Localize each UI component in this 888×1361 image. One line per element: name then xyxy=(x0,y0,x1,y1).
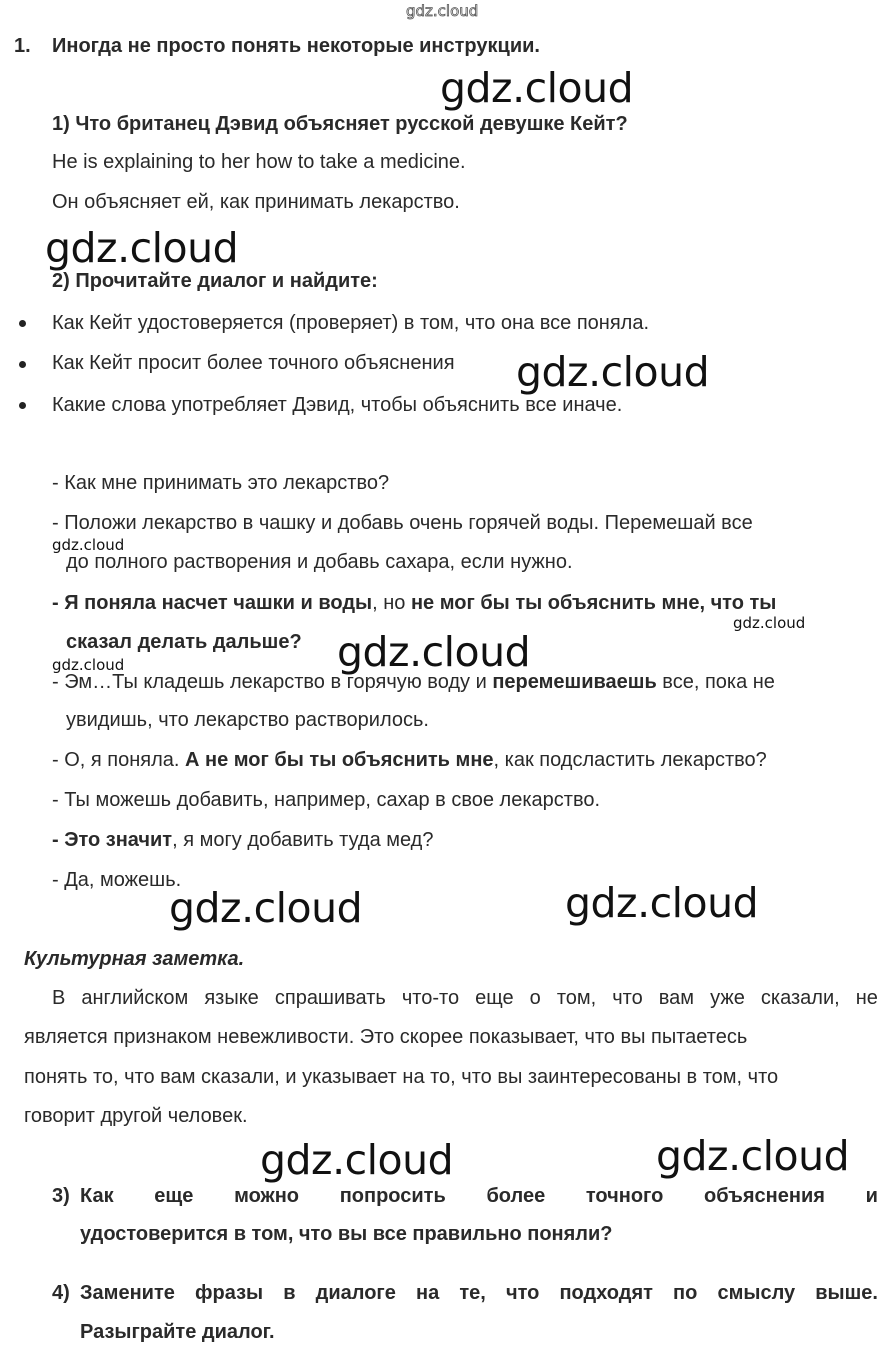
q4-line-1 xyxy=(80,1281,878,1305)
task-number: 1. xyxy=(14,35,31,57)
dialog-line-5 xyxy=(52,748,767,772)
q3-word: и xyxy=(865,1185,878,1207)
q3-line-1 xyxy=(80,1184,878,1208)
q4-word: что xyxy=(505,1282,540,1304)
dialog-line-4b: увидишь, что лекарство растворилось. xyxy=(66,709,429,731)
q4-word: фразы xyxy=(195,1282,264,1304)
q3-number: 3) xyxy=(52,1185,70,1207)
plain-text: - Эм…Ты кладешь лекарство в горячую воду и xyxy=(52,671,493,693)
bold-phrase: перемешиваешь xyxy=(492,671,657,693)
watermark-big: gdz.cloud xyxy=(656,1132,850,1180)
dialog-line-2a: - Положи лекарство в чашку и добавь очень горячей воды. Перемешай все xyxy=(52,512,753,534)
plain-text: все, пока не xyxy=(656,671,775,693)
dash: - xyxy=(52,592,65,614)
watermark-big: gdz.cloud xyxy=(337,628,531,676)
plain-text: , как подсластить лекарство? xyxy=(493,749,767,771)
q2-bullet-1: Как Кейт удостоверяется (проверяет) в том, что она все поняла. xyxy=(52,312,650,334)
q3-word: точного xyxy=(585,1185,664,1207)
culture-word: о xyxy=(529,987,541,1009)
q4-number: 4) xyxy=(52,1282,70,1304)
bullet-dot xyxy=(19,320,26,327)
culture-line-2: является признаком невежливости. Это скорее показывает, что вы пытаетесь xyxy=(24,1026,748,1048)
bullet-dot xyxy=(19,361,26,368)
q3-line-2: удостоверится в том, что вы все правильно поняли? xyxy=(80,1223,613,1245)
watermark-top: gdz.cloud xyxy=(406,2,479,20)
culture-heading: Культурная заметка. xyxy=(24,948,245,970)
watermark-big: gdz.cloud xyxy=(169,884,363,932)
watermark-big: gdz.cloud xyxy=(565,879,759,927)
q3-word: можно xyxy=(234,1185,300,1207)
culture-line-4: говорит другой человек. xyxy=(24,1105,248,1127)
culture-word: не xyxy=(855,987,878,1009)
dialog-line-7 xyxy=(52,828,433,852)
watermark-small: gdz.cloud xyxy=(733,614,806,632)
q4-word: Замените xyxy=(80,1282,175,1304)
watermark-big: gdz.cloud xyxy=(516,348,710,396)
watermark-big: gdz.cloud xyxy=(45,224,239,272)
culture-word: языке xyxy=(204,987,259,1009)
q4-word: в xyxy=(283,1282,296,1304)
dialog-line-6: - Ты можешь добавить, например, сахар в свое лекарство. xyxy=(52,789,601,811)
q4-word: по xyxy=(673,1282,698,1304)
plain-text: , я могу добавить туда мед? xyxy=(172,829,434,851)
dialog-line-4a xyxy=(52,670,775,694)
dialog-line-8: - Да, можешь. xyxy=(52,869,182,891)
q3-word: более xyxy=(486,1185,546,1207)
q4-line-2: Разыграйте диалог. xyxy=(80,1321,275,1343)
q1-answer-ru: Он объясняет ей, как принимать лекарство. xyxy=(52,191,460,213)
dash: - xyxy=(52,829,65,851)
dialog-line-3a xyxy=(52,591,776,615)
bold-phrase: Я поняла насчет чашки и воды xyxy=(64,592,373,614)
watermark-small: gdz.cloud xyxy=(52,536,125,554)
dialog-line-1: - Как мне принимать это лекарство? xyxy=(52,472,390,494)
dialog-line-2b: до полного растворения и добавь сахара, если нужно. xyxy=(66,551,573,573)
bold-phrase: Это значит xyxy=(64,829,173,851)
culture-word: В xyxy=(52,987,66,1009)
q3-word: попросить xyxy=(339,1185,446,1207)
culture-word: вам xyxy=(658,987,695,1009)
q4-word: те, xyxy=(459,1282,486,1304)
culture-word: английском xyxy=(81,987,189,1009)
q2-question: 2) Прочитайте диалог и найдите: xyxy=(52,270,378,292)
task-title: Иногда не просто понять некоторые инструкции. xyxy=(52,35,540,57)
q3-word: объяснения xyxy=(704,1185,825,1207)
q3-word: Как xyxy=(80,1185,114,1207)
culture-word: еще xyxy=(475,987,514,1009)
q4-word: на xyxy=(416,1282,440,1304)
plain-text: - О, я поняла. xyxy=(52,749,186,771)
q2-bullet-3: Какие слова употребляет Дэвид, чтобы объяснить все иначе. xyxy=(52,394,623,416)
q4-word: выше. xyxy=(815,1282,878,1304)
culture-line-1 xyxy=(52,986,878,1010)
culture-word: том, xyxy=(556,987,597,1009)
q1-question: 1) Что британец Дэвид объясняет русской девушке Кейт? xyxy=(52,113,628,135)
q3-word: еще xyxy=(154,1185,194,1207)
bold-phrase: А не мог бы ты объяснить мне xyxy=(185,749,494,771)
bullet-dot xyxy=(19,402,26,409)
watermark-small: gdz.cloud xyxy=(52,656,125,674)
bold-phrase: не мог бы ты объяснить мне, что ты xyxy=(410,592,777,614)
culture-word: уже xyxy=(710,987,745,1009)
dialog-line-3b: сказал делать дальше? xyxy=(66,631,302,653)
culture-word: что-то xyxy=(401,987,460,1009)
culture-line-1-text xyxy=(52,986,878,1010)
watermark-big: gdz.cloud xyxy=(440,64,634,112)
culture-line-3: понять то, что вам сказали, и указывает на то, что вы заинтересованы в том, что xyxy=(24,1066,779,1088)
q4-word: смыслу xyxy=(717,1282,796,1304)
q4-word: диалоге xyxy=(315,1282,396,1304)
culture-word: что xyxy=(612,987,643,1009)
culture-word: сказали, xyxy=(760,987,840,1009)
q2-bullet-2: Как Кейт просит более точного объяснения xyxy=(52,352,455,374)
plain-text: , но xyxy=(372,592,411,614)
watermark-big: gdz.cloud xyxy=(260,1136,454,1184)
culture-word: спрашивать xyxy=(274,987,386,1009)
q1-answer-en: He is explaining to her how to take a medicine. xyxy=(52,151,466,173)
q4-word: подходят xyxy=(559,1282,653,1304)
